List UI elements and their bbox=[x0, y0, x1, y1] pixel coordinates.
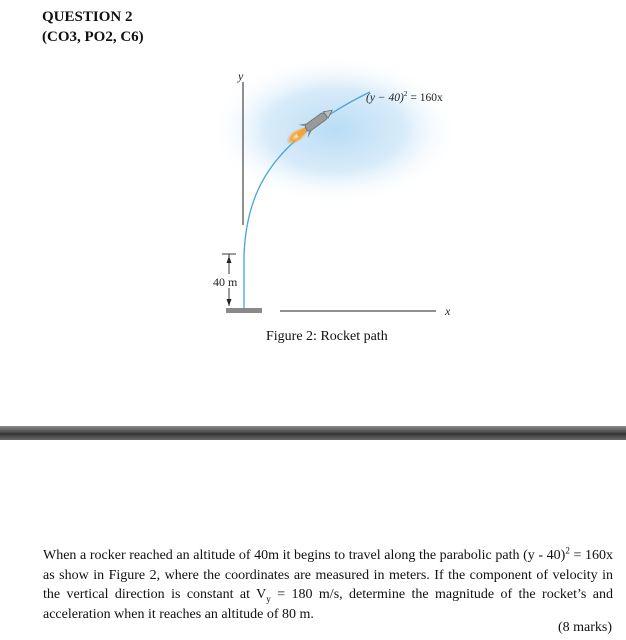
question-codes: (CO3, PO2, C6) bbox=[42, 29, 144, 45]
sky-haze bbox=[210, 55, 460, 205]
equation-prefix: (y − 40) bbox=[366, 92, 404, 104]
section-divider bbox=[0, 426, 626, 440]
problem-text-part-1: When a rocker reached an altitude of 40m it begins to travel along the parabolic path (y - 40) bbox=[43, 548, 566, 563]
problem-text-part-3: = 180 m/s, determine the magnitude of the rocket’s and acceleration when it reaches an altitude of 80 m. bbox=[43, 587, 614, 622]
y-axis-label: y bbox=[238, 69, 244, 83]
problem-subscript: y bbox=[266, 593, 271, 604]
figure-caption: Figure 2: Rocket path bbox=[266, 329, 388, 344]
launch-base bbox=[226, 308, 262, 313]
height-arrow-down-icon bbox=[227, 299, 232, 306]
marks-label: (8 marks) bbox=[557, 620, 612, 635]
problem-statement bbox=[43, 546, 613, 624]
x-axis-label: x bbox=[445, 304, 451, 318]
question-title: QUESTION 2 bbox=[42, 9, 133, 25]
problem-exponent: 2 bbox=[565, 545, 570, 556]
height-label: 40 m bbox=[213, 275, 238, 289]
problem-text-part-2: = 160x as show in Figure 2, where the coordinates are measured in meters. If the component of velocity in the vertical direction is constant at V bbox=[43, 548, 613, 602]
equation-suffix: = 160x bbox=[407, 92, 443, 104]
height-arrow-up-icon bbox=[227, 256, 232, 263]
equation-exponent: 2 bbox=[403, 89, 408, 98]
